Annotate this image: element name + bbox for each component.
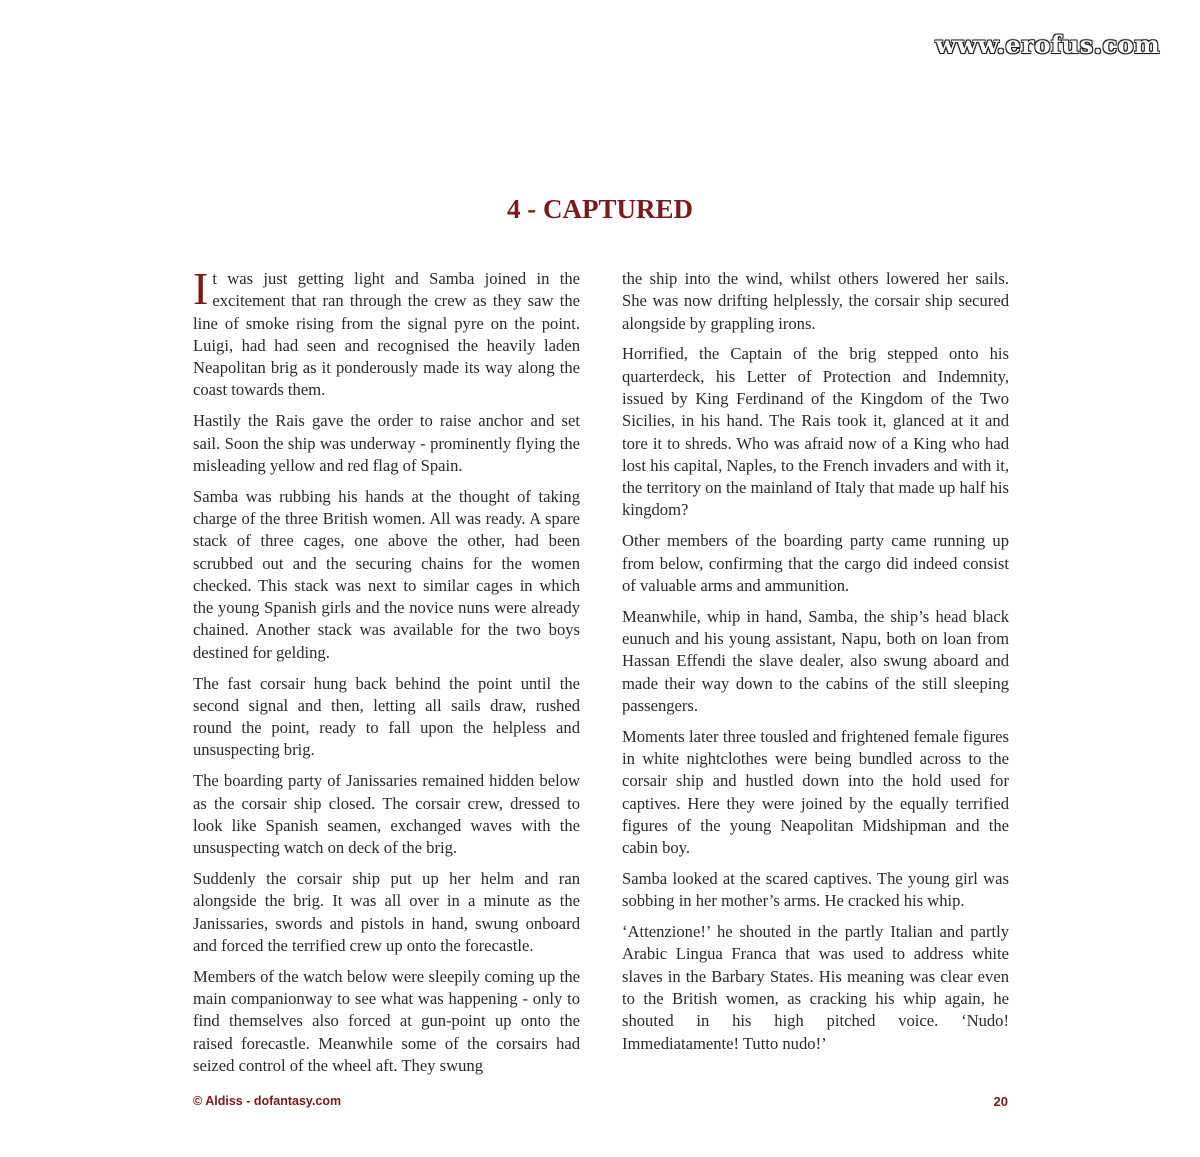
paragraph: Other members of the boarding party came running up from below, confirming that the cargo did indeed consist of valuable arms and ammunition.: [622, 531, 1009, 595]
paragraph: The boarding party of Janissaries remained hidden below as the corsair ship closed. The corsair crew, dressed to look like Spanish seamen, exchanged waves with the unsuspecting watch on deck of the brig.: [193, 771, 580, 858]
site-watermark: www.erofus.com: [935, 30, 1160, 59]
right-column: [622, 268, 1009, 1063]
paragraph: the ship into the wind, whilst others lowered her sails. She was now drifting helplessly, the corsair ship secured alongside by grappling irons.: [622, 269, 1009, 333]
paragraph: Horrified, the Captain of the brig stepped onto his quarterdeck, his Letter of Protection and Indemnity, issued by King Ferdinand of the Kingdom of the Two Sicilies, in his hand. The Rais took it, glanced at it and tore it to shreds. Who was afraid now of a King who had lost his capital, Naples, to the French invaders and with it, the territory on the mainland of Italy that made up half his kingdom?: [622, 344, 1009, 520]
copyright-footer: © Aldiss - dofantasy.com: [193, 1094, 342, 1108]
left-column: [193, 263, 580, 1086]
paragraph: Meanwhile, whip in hand, Samba, the ship’s head black eunuch and his young assistant, Napu, both on loan from Hassan Effendi the slave dealer, also swung aboard and made their way down to the cabins of the still sleeping passengers.: [622, 606, 1009, 715]
paragraph: Hastily the Rais gave the order to raise anchor and set sail. Soon the ship was underway - prominently flying the misleading yellow and red flag of Spain.: [193, 411, 580, 475]
paragraph-text: t was just getting light and Samba joined in the excitement that ran through the crew as they saw the line of smoke rising from the signal pyre on the point. Luigi, had had seen and recognised the heavily laden Neapolitan brig as it ponderously made its way along the coast towards them.: [193, 269, 580, 400]
paragraph: [193, 263, 580, 402]
paragraph: ‘Attenzione!’ he shouted in the partly Italian and partly Arabic Lingua Franca that was used to address white slaves in the Barbary States. His meaning was clear even to the British women, as cracking his whip again, he shouted in his high pitched voice. ‘Nudo! Immediatamente! Tutto nudo!’: [622, 922, 1009, 1053]
paragraph: Members of the watch below were sleepily coming up the main companionway to see what was happening - only to find themselves also forced at gun-point up onto the raised forecastle. Meanwhile some of the corsairs had seized control of the wheel aft. They swung: [193, 966, 580, 1075]
paragraph: Samba looked at the scared captives. The young girl was sobbing in her mother’s arms. He cracked his whip.: [622, 868, 1009, 911]
paragraph: Suddenly the corsair ship put up her helm and ran alongside the brig. It was all over in a minute as the Janissaries, swords and pistols in hand, swung onboard and forced the terrified crew up onto the forecastle.: [193, 868, 580, 955]
paragraph: Moments later three tousled and frightened female figures in white nightclothes were being bundled across to the corsair ship and hustled down into the hold used for captives. Here they were joined by the equally terrified figures of the young Neapolitan Midshipman and the cabin boy.: [622, 726, 1009, 858]
chapter-title: 4 - CAPTURED: [507, 194, 693, 224]
paragraph: Samba was rubbing his hands at the thought of taking charge of the three British women. All was ready. A spare stack of three cages, one above the other, had been scrubbed out and the securing chains for the women checked. This stack was next to similar cages in which the young Spanish girls and the novice nuns were already chained. Another stack was available for the two boys destined for gelding.: [193, 486, 580, 662]
page-number: 20: [993, 1094, 1008, 1109]
paragraph: The fast corsair hung back behind the point until the second signal and then, letting all sails draw, rushed round the point, ready to fall upon the helpless and unsuspecting brig.: [193, 673, 580, 760]
drop-cap: I: [193, 263, 209, 314]
